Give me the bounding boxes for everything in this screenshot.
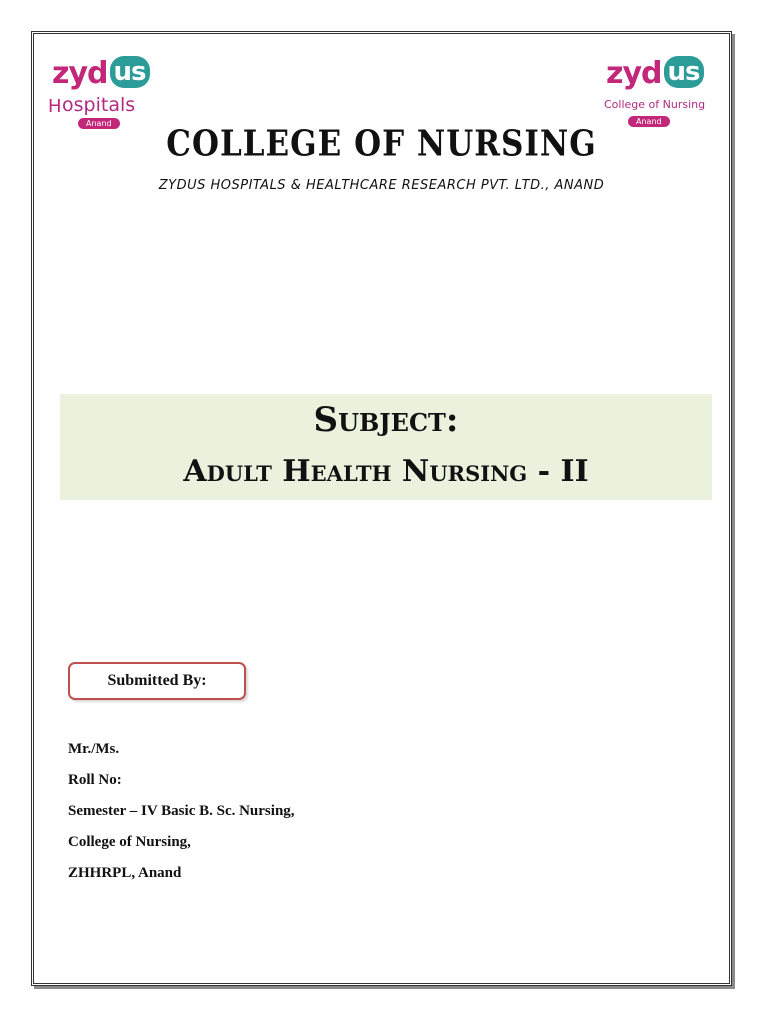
submitted-by-label: Submitted By:	[107, 672, 207, 689]
subject-label: Subject:	[313, 400, 459, 440]
logo-location-pill: Anand	[628, 116, 670, 127]
subject-band	[60, 394, 712, 500]
detail-semester-line: Semester – IV Basic B. Sc. Nursing,	[68, 803, 295, 819]
detail-location-line: ZHHRPL, Anand	[68, 865, 182, 881]
college-subtitle: ZYDUS HOSPITALS & HEALTHCARE RESEARCH PVT. LTD., ANAND	[158, 178, 605, 193]
logo-location-pill: Anand	[78, 118, 120, 129]
cover-page	[31, 31, 732, 986]
logo-brand: zyd us	[52, 56, 150, 91]
detail-roll-line: Roll No:	[68, 772, 122, 788]
submission-details	[68, 734, 295, 889]
logo-subtitle: College of Nursing	[604, 98, 706, 111]
logo-hook: H	[48, 96, 62, 117]
subject-name: Adult Health Nursing - II	[183, 454, 589, 489]
college-title: COLLEGE OF NURSING	[166, 123, 597, 165]
submitted-by-box	[68, 662, 246, 700]
logo-brand: zyd us	[606, 56, 704, 91]
detail-college-line: College of Nursing,	[68, 834, 191, 850]
detail-name-line: Mr./Ms.	[68, 741, 120, 757]
logo-subtitle: ospitals	[62, 94, 136, 116]
